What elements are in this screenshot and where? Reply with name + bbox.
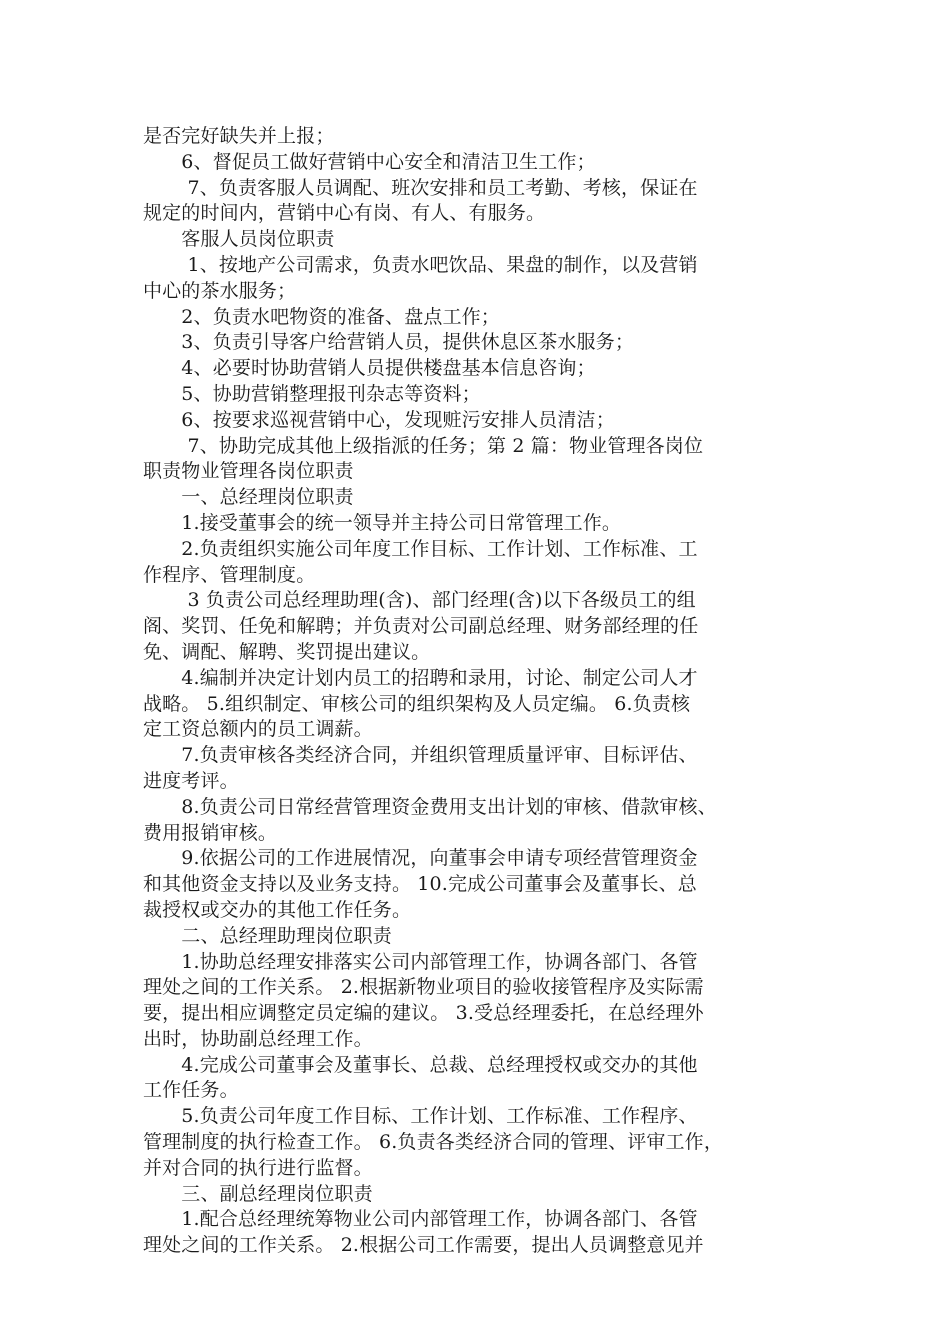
text-line: 6、按要求巡视营销中心，发现赃污安排人员清洁； (143, 408, 615, 431)
text-line: 2、负责水吧物资的准备、盘点工作； (143, 305, 500, 328)
section-heading: 客服人员岗位职责 (143, 228, 335, 251)
text-line: 定工资总额内的员工调薪。 (143, 718, 373, 741)
text-line: 免、调配、解聘、奖罚提出建议。 (143, 640, 431, 663)
document-body (143, 124, 823, 1259)
text-line: 3 负责公司总经理助理(含)、部门经理(含)以下各级员工的组 (143, 589, 696, 612)
text-line: 阁、奖罚、任免和解聘；并负责对公司副总经理、财务部经理的任 (143, 615, 699, 638)
text-line: 工作任务。 (143, 1079, 239, 1102)
text-line: 裁授权或交办的其他工作任务。 (143, 898, 412, 921)
text-line: 4.编制并决定计划内员工的招聘和录用，讨论、制定公司人才 (143, 666, 698, 689)
text-line: 1.配合总经理统筹物业公司内部管理工作，协调各部门、各管 (143, 1208, 698, 1231)
section-heading: 二、总经理助理岗位职责 (143, 924, 392, 947)
text-line: 4.完成公司董事会及董事长、总裁、总经理授权或交办的其他 (143, 1053, 698, 1076)
text-line: 作程序、管理制度。 (143, 563, 316, 586)
text-line: 是否完好缺失并上报； (143, 125, 335, 147)
text-line: 1.协助总经理安排落实公司内部管理工作，协调各部门、各管 (143, 950, 698, 973)
section-heading: 三、副总经理岗位职责 (143, 1182, 373, 1205)
text-line: 1.接受董事会的统一领导并主持公司日常管理工作。 (143, 511, 622, 534)
section-heading: 一、总经理岗位职责 (143, 486, 354, 509)
text-line: 战略。 5.组织制定、审核公司的组织架构及人员定编。 6.负责核 (143, 692, 691, 715)
text-line: 理处之间的工作关系。 2.根据公司工作需要，提出人员调整意见并 (143, 1234, 704, 1257)
text-line: 管理制度的执行检查工作。 6.负责各类经济合同的管理、评审工作， (143, 1131, 723, 1154)
text-line: 8.负责公司日常经营管理资金费用支出计划的审核、借款审核、 (143, 795, 717, 818)
text-line: 4、必要时协助营销人员提供楼盘基本信息咨询； (143, 357, 596, 380)
text-line: 7、负责客服人员调配、班次安排和员工考勤、考核，保证在 (143, 176, 698, 199)
text-line: 进度考评。 (143, 769, 239, 792)
text-line: 9.依据公司的工作进展情况，向董事会申请专项经营管理资金 (143, 847, 698, 870)
text-line: 5、协助营销整理报刊杂志等资料； (143, 382, 481, 405)
text-line: 2.负责组织实施公司年度工作目标、工作计划、工作标准、工 (143, 537, 698, 560)
text-line: 3、负责引导客户给营销人员，提供休息区茶水服务； (143, 331, 634, 354)
text-line: 6、督促员工做好营销中心安全和清洁卫生工作； (143, 150, 596, 173)
text-line: 费用报销审核。 (143, 821, 278, 844)
text-line: 规定的时间内，营销中心有岗、有人、有服务。 (143, 202, 546, 225)
text-line: 职责物业管理各岗位职责 (143, 460, 354, 483)
text-line: 和其他资金支持以及业务支持。 10.完成公司董事会及董事长、总 (143, 873, 697, 896)
text-line: 1、按地产公司需求，负责水吧饮品、果盘的制作，以及营销 (143, 253, 698, 276)
text-line: 5.负责公司年度工作目标、工作计划、工作标准、工作程序、 (143, 1105, 698, 1128)
text-line: 出时，协助副总经理工作。 (143, 1027, 373, 1050)
text-line: 理处之间的工作关系。 2.根据新物业项目的验收接管程序及实际需 (143, 976, 704, 999)
text-line: 要，提出相应调整定员定编的建议。 3.受总经理委托，在总经理外 (143, 1002, 704, 1025)
text-line: 7、协助完成其他上级指派的任务；第 2 篇：物业管理各岗位 (143, 434, 704, 457)
text-line: 7.负责审核各类经济合同，并组织管理质量评审、目标评估、 (143, 744, 698, 767)
text-line: 并对合同的执行进行监督。 (143, 1156, 373, 1179)
text-line: 中心的茶水服务； (143, 279, 297, 302)
